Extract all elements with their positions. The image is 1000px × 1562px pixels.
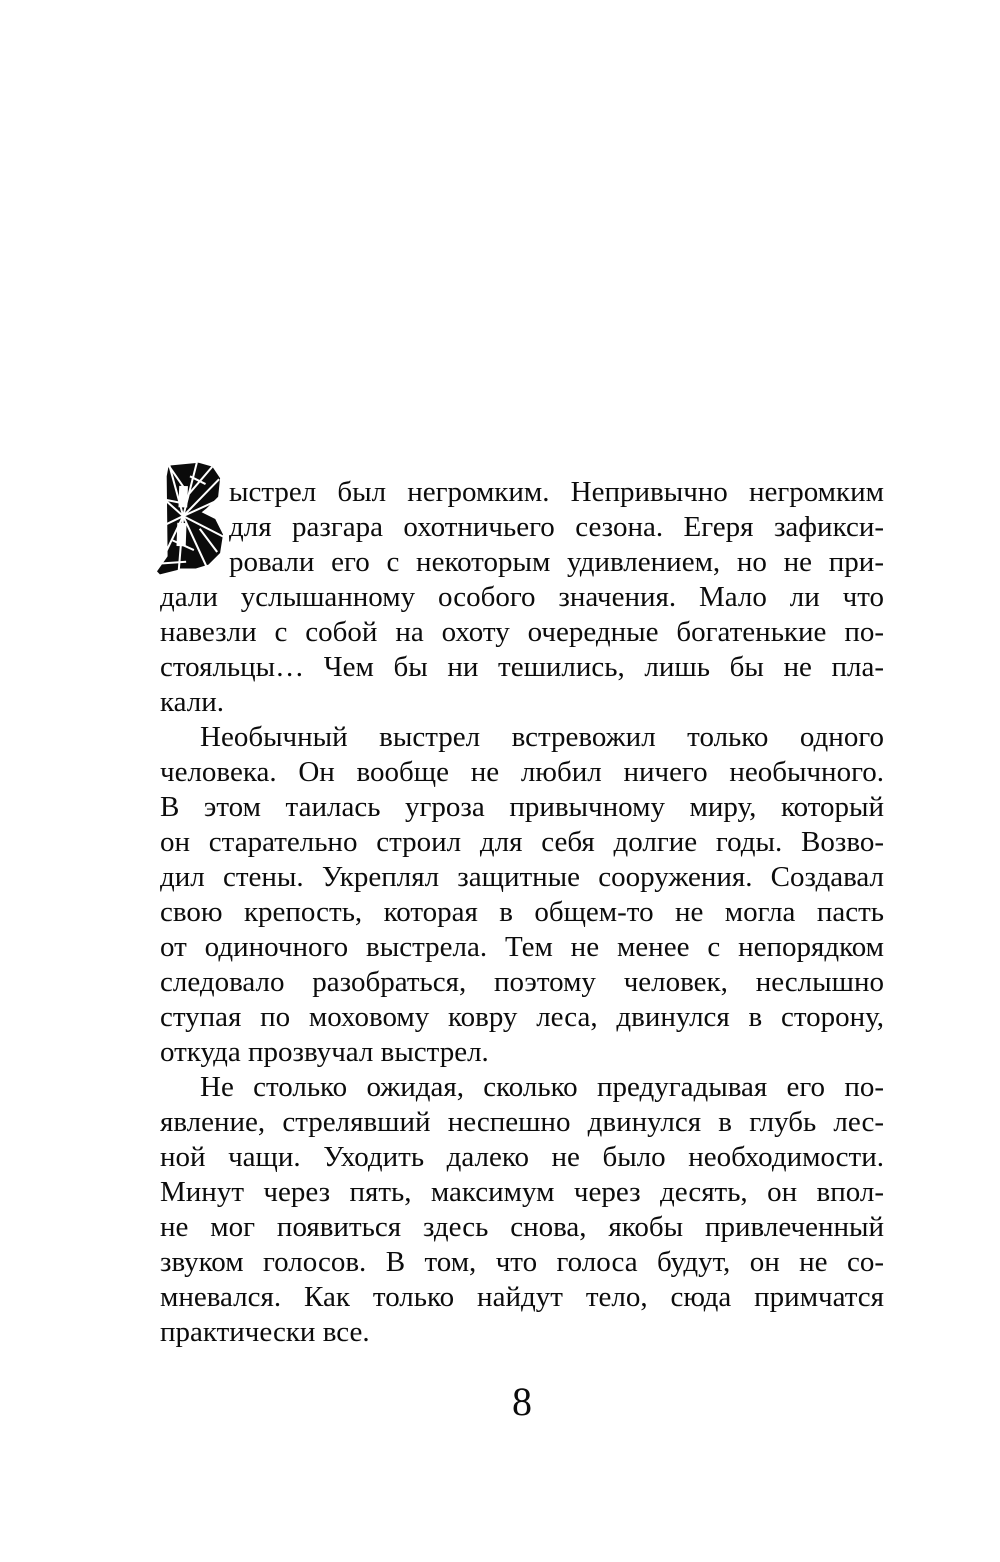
- text-line: ровали его с некоторым удивлением, но не при-: [229, 546, 884, 578]
- text-line: ной чащи. Уходить далеко не было необходимости.: [160, 1141, 884, 1173]
- text-line: не мог появиться здесь снова, якобы привлеченный: [160, 1211, 884, 1243]
- paragraph: [160, 720, 884, 1070]
- text-line: стояльцы… Чем бы ни тешились, лишь бы не пла-: [160, 651, 884, 683]
- text-line: следовало разобраться, поэтому человек, неслышно: [160, 966, 884, 998]
- text-line: В этом таилась угроза привычному миру, который: [160, 791, 884, 823]
- text-line: мневался. Как только найдут тело, сюда примчатся: [160, 1281, 884, 1313]
- text-block: [160, 475, 884, 1350]
- text-line: ступая по моховому ковру леса, двинулся в сторону,: [160, 1001, 884, 1033]
- text-line: человека. Он вообще не любил ничего необычного.: [160, 756, 884, 788]
- paragraph: [160, 1070, 884, 1350]
- text-line: звуком голосов. В том, что голоса будут, он не со-: [160, 1246, 884, 1278]
- page-number: 8: [512, 1379, 532, 1424]
- text-line: откуда прозвучал выстрел.: [160, 1036, 489, 1068]
- text-line: от одиночного выстрела. Тем не менее с непорядком: [160, 931, 884, 963]
- text-line: Минут через пять, максимум через десять, он впол-: [160, 1176, 884, 1208]
- text-line: дил стены. Укреплял защитные сооружения. Создавал: [160, 861, 884, 893]
- text-line: навезли с собой на охоту очередные богатенькие по-: [160, 616, 884, 648]
- paragraph: [160, 475, 884, 720]
- text-line: свою крепость, которая в общем-то не могла пасть: [160, 896, 884, 928]
- text-line: для разгара охотничьего сезона. Егеря зафикси-: [229, 511, 884, 543]
- text-line: он старательно строил для себя долгие годы. Возво-: [160, 826, 884, 858]
- text-line: дали услышанному особого значения. Мало ли что: [160, 581, 884, 613]
- text-line: кали.: [160, 686, 225, 718]
- drop-cap-shattered-letter-icon: [157, 461, 223, 578]
- text-line: Не столько ожидая, сколько предугадывая его по-: [200, 1071, 884, 1103]
- text-line: практически все.: [160, 1316, 370, 1348]
- text-line: ыстрел был негромким. Непривычно негромким: [229, 476, 884, 508]
- text-line: Необычный выстрел встревожил только одного: [200, 721, 884, 753]
- text-line: явление, стрелявший неспешно двинулся в глубь лес-: [160, 1106, 884, 1138]
